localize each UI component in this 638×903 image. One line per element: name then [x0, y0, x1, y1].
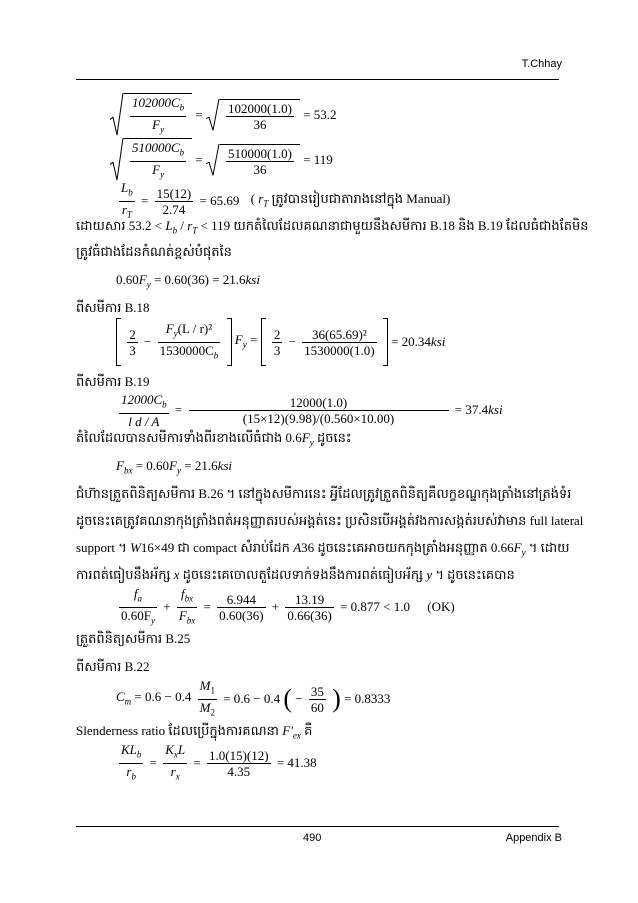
equation-cm: $C_m = 0.6 - 0.4$ $\frac{M_1}{M_2}$ = 0.6 − 0.4 ( − $\frac{35}{60}$ ) = 0.8333: [116, 678, 391, 718]
paragraph-slenderness: Slenderness ratio ដែលប្រើក្នុងការគណនា $F'_{ex}$ គឺ: [76, 723, 313, 741]
page-header-author: T.Chhay: [521, 58, 562, 70]
paragraph-since-range: ដោយសារ $53.2 < L_b / r_T < 119$ យកតំលៃដែលគណនាជាមួយនឹងសមីការ B.18 និង B.19 ដែលធំជាងតែមិន: [76, 218, 589, 236]
equation-slenderness: $\frac{KL_b}{r_b}$ = $\frac{K_xL}{r_x}$ = $\frac{1.0(15)(12)}{4.35}$ = 41.38: [121, 742, 317, 782]
equation-fbx: $F_{bx} = 0.60F_y = 21.6ksi$: [116, 458, 233, 476]
page-number: 490: [303, 832, 322, 844]
label-check-b25: ត្រួតពិនិត្យសមីការ B.25: [76, 631, 191, 646]
paragraph-check-b26-line3: support ។ W16×49 ជា compact សំរាប់ដែក A36 ដូចនេះគេអាចយកកុងត្រាំងអនុញ្ញាត $0.66F_y$ ។ ដោយ: [76, 540, 570, 558]
equation-interaction-check: $\frac{f_a}{0.60F_y}$ + $\frac{f_{bx}}{F_{bx}}$ = $\frac{6.944}{0.60(36)}$ + $\frac{13.19}{0.66(36)}$ = 0.877 < 1.0 (OK): [121, 586, 455, 626]
paragraph-check-b26-line4: ការពត់ធៀបនឹងអ័ក្ស x ដូចនេះគេចោលតួដែលទាក់ទងនឹងការពត់ធៀបអ័ក្ស y ។ ដូចនេះគេបាន: [76, 567, 515, 582]
equation-sqrt-102000: $\frac{102000C_b}{F_y}$ = $\frac{102000(1.0)}{36}$ = 53.2: [110, 93, 337, 137]
equation-b18: $\frac{2}{3}$ − $\frac{F_y(L / r)^2}{1530000C_b}$ $F_y$ = $\frac{2}{3}$ − $\frac{\text{36(65.69)²}}{1530000(1.0)}$ = 20.34ksi: [116, 318, 445, 366]
label-equation-b19: ពីសមីការ B.19: [76, 374, 150, 389]
label-equation-b18: ពីសមីការ B.18: [76, 300, 150, 315]
paragraph-check-b26-line1: ជំហ៊ានត្រួតពិនិត្យសមីការ B.26 ។ នៅក្នុងសមីការនេះ អ្វីដែលត្រូវត្រួតពិនិត្យគឺលក្ខខណ្ឌកុងត្រាំងនៅត្រង់ទំរ: [76, 486, 572, 501]
footer-section: Appendix B: [505, 832, 562, 844]
header-rule: [76, 79, 559, 80]
paragraph-since-range-line2: ត្រូវធំជាងដែនកំណត់ខ្ពស់បំផុតនៃ: [76, 244, 232, 259]
equation-max-limit: $0.60F_y = 0.60(36) = 21.6ksi$: [116, 272, 260, 290]
paragraph-check-b26-line2: ដូចនេះគេត្រូវគណនាកុងត្រាំងពត់អនុញ្ញាតរបស់អង្គត់នេះ ប្រសិនបើអង្គត់វងការសង្កត់របស់វាមាន full lateral: [76, 513, 584, 528]
paragraph-both-exceed: តំលៃដែលបានសមីការទាំងពីរខាងលើធំជាង $0.6F_y$ ដូចនេះ: [76, 430, 352, 448]
label-equation-b22: ពីសមីការ B.22: [76, 659, 150, 674]
equation-lb-over-rt: $\frac{L_b}{r_T}$ = $\frac{15(12)}{2.74}$ = 65.69 ( $r_T$ ត្រូវបានរៀបជាតារាងនៅក្នុង Manual): [121, 180, 451, 220]
equation-sqrt-510000: $\frac{510000C_b}{F_y}$ = $\frac{510000(1.0)}{36}$ = 119: [110, 138, 333, 182]
footer-rule: [76, 826, 559, 827]
equation-b19: $\frac{12000C_b}{\text{l d / A}}$ = $\frac{12000(1.0)}{(15\times 12)(9.98)/(0.560\times 10.00)}$ = 37.4ksi: [121, 392, 503, 429]
